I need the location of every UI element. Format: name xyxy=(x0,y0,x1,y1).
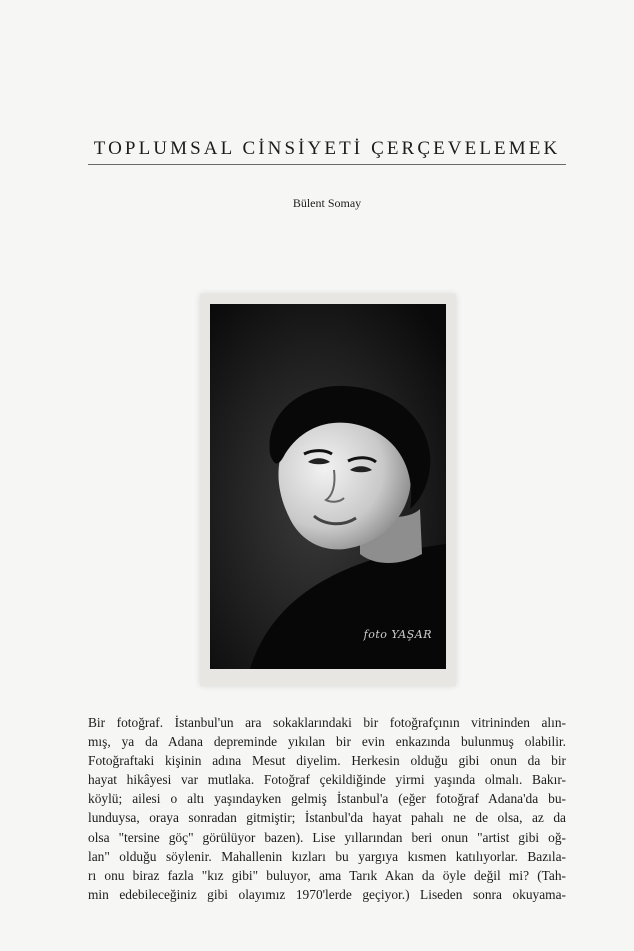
photo-signature: foto YAŞAR xyxy=(363,628,432,641)
body-paragraph xyxy=(88,713,566,904)
body-line: mış, ya da Adana depreminde yıkılan bir evin enkazında bulunmuş olabilir. xyxy=(88,734,566,750)
body-line: lunduysa, oraya sonradan gitmiştir; İstanbul'da hayat pahalı ne de olsa, az da xyxy=(88,810,566,826)
body-line: rı onu biraz fazla "kız gibi" buluyor, ama Tarık Akan da öyle değil mi? (Tah- xyxy=(88,867,566,883)
body-line: hayat hikâyesi var mutlaka. Fotoğraf çekildiğinde yirmi yaşında olmalı. Bakır- xyxy=(88,772,566,788)
portrait-photo xyxy=(210,304,446,669)
article-author: Bülent Somay xyxy=(292,196,362,210)
body-line: Fotoğraftaki kişinin adına Mesut diyelim. Herkesin olduğu gibi onun da bir xyxy=(88,753,566,769)
title-rule xyxy=(88,164,566,165)
body-line: Bir fotoğraf. İstanbul'un ara sokaklarındaki bir fotoğrafçının vitrininden alın- xyxy=(88,715,566,730)
portrait-photo-card xyxy=(200,294,456,686)
portrait-image xyxy=(210,304,446,669)
body-line: lan" olduğu söylenir. Mahallenin kızları bu yargıya kısmen katılıyorlar. Bazıla- xyxy=(88,848,566,864)
body-line: köylü; ailesi o altı yaşındayken gelmiş İstanbul'a (eğer fotoğraf Adana'da bu- xyxy=(88,791,566,807)
body-line: olsa "tersine göç" görülüyor bazen). Lise yıllarından beri onun "artist gibi oğ- xyxy=(88,829,566,845)
article-title: TOPLUMSAL CİNSİYETİ ÇERÇEVELEMEK xyxy=(93,138,561,159)
body-line: min edebileceğiniz gibi olayımız 1970'lerde geçiyor.) Liseden sonra okuyama- xyxy=(88,886,566,902)
